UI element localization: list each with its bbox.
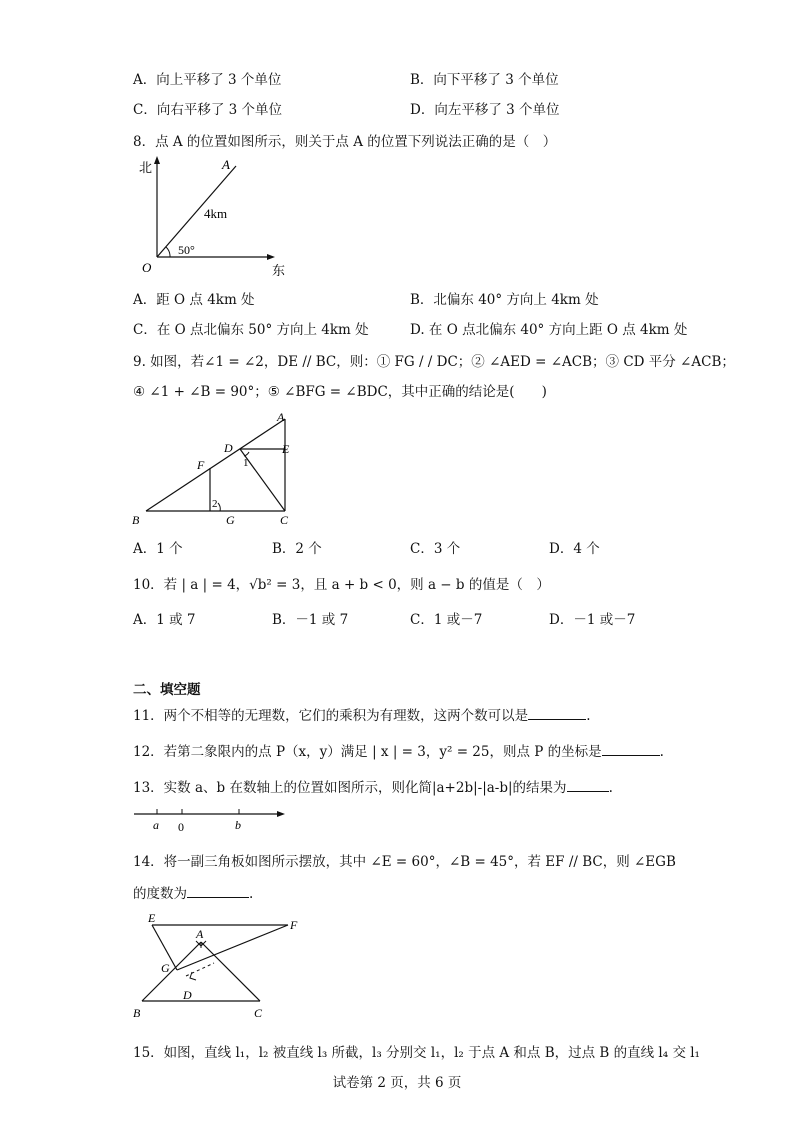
q11-end: . <box>586 708 591 724</box>
axis-label-a: a <box>153 818 159 832</box>
q13 <box>133 776 613 796</box>
q10-stem: 10．若 | a | = 4，√b² = 3，且 a + b < 0，则 a − b 的值是（ ） <box>133 577 550 593</box>
q14-line2 <box>133 882 253 902</box>
q8-option-a: A．距 O 点 4km 处 <box>133 292 255 308</box>
q15-stem-line1: 15．如图，直线 l₁，l₂ 被直线 l₃ 所截，l₃ 分别交 l₁，l₂ 于点 A 和点 B，过点 B 的直线 l₄ 交 l₁ <box>133 1045 700 1061</box>
point-a-label: A <box>222 157 230 172</box>
q7-option-c: C．向右平移了 3 个单位 <box>133 102 283 118</box>
distance-label: 4km <box>204 206 228 221</box>
label-a: A <box>196 927 204 941</box>
q9-option-b: B．2 个 <box>272 541 322 557</box>
section-2-heading: 二、填空题 <box>133 682 201 698</box>
q8-compass-figure <box>130 152 300 280</box>
origin-label: O <box>142 260 152 275</box>
q14-line2-text: 的度数为 <box>133 886 187 902</box>
q9-stem-line2: ④ ∠1 + ∠B = 90°；⑤ ∠BFG = ∠BDC，其中正确的结论是( ) <box>133 384 547 400</box>
q9-option-c: C．3 个 <box>410 541 461 557</box>
q8-stem: 8．点 A 的位置如图所示，则关于点 A 的位置下列说法正确的是（ ） <box>133 134 557 150</box>
q12-answer-blank[interactable] <box>602 741 660 756</box>
q8-option-c: C．在 O 点北偏东 50° 方向上 4km 处 <box>133 322 369 338</box>
axis-label-zero: 0 <box>178 820 184 834</box>
q11-answer-blank[interactable] <box>528 705 586 720</box>
label-b: B <box>133 1006 141 1020</box>
q13-number-line <box>130 804 290 836</box>
label-angle-2: 2 <box>212 498 218 510</box>
label-f: F <box>290 918 298 932</box>
q11 <box>133 704 590 724</box>
q12-text: 12．若第二象限内的点 P（x，y）满足 | x | = 3，y² = 25，则点 P 的坐标是 <box>133 744 602 760</box>
q8-option-d: D. 在 O 点北偏东 40° 方向上距 O 点 4km 处 <box>410 322 688 338</box>
q7-option-a: A．向上平移了 3 个单位 <box>133 72 282 88</box>
q14-end: . <box>249 886 254 902</box>
q7-option-d: D．向左平移了 3 个单位 <box>410 102 560 118</box>
label-d: D <box>224 441 233 455</box>
east-arrow <box>267 254 275 260</box>
label-e: E <box>282 442 290 456</box>
angle-arc <box>166 247 170 257</box>
label-f: F <box>197 458 205 472</box>
q9-triangle-figure <box>130 408 300 530</box>
q9-stem-line1: 9. 如图，若∠1 = ∠2，DE // BC，则：① FG / / DC；② ∠AED = ∠ACB；③ CD 平分 ∠ACB； <box>133 354 735 370</box>
q10-option-a: A．1 或 7 <box>133 612 196 628</box>
q9-option-d: D．4 个 <box>549 541 600 557</box>
label-c: C <box>254 1006 263 1020</box>
label-e: E <box>148 911 156 925</box>
q14-answer-blank[interactable] <box>187 883 249 898</box>
north-arrow <box>154 156 160 164</box>
q7-option-b: B．向下平移了 3 个单位 <box>410 72 559 88</box>
label-a: A <box>277 410 285 424</box>
q12-end: . <box>659 744 664 760</box>
east-label: 东 <box>272 263 286 278</box>
label-d: D <box>183 988 192 1002</box>
label-g: G <box>226 513 235 527</box>
angle-label: 50° <box>178 243 195 257</box>
q11-text: 11．两个不相等的无理数，它们的乘积为有理数，这两个数可以是 <box>133 708 529 724</box>
q13-end: . <box>608 780 613 796</box>
q14-triangle-boards-figure <box>130 908 310 1024</box>
q10-option-b: B．－1 或 7 <box>272 612 349 628</box>
page-footer: 试卷第 2 页，共 6 页 <box>332 1075 462 1091</box>
label-c: C <box>280 513 289 527</box>
q12 <box>133 740 664 760</box>
q9-option-a: A．1 个 <box>133 541 183 557</box>
q8-option-b: B．北偏东 40° 方向上 4km 处 <box>410 292 599 308</box>
q13-answer-blank[interactable] <box>567 777 609 792</box>
q13-text: 13．实数 a、b 在数轴上的位置如图所示，则化简|a+2b|-|a-b|的结果为 <box>133 780 567 796</box>
q10-option-c: C．1 或－7 <box>410 612 483 628</box>
q14-stem-line1: 14．将一副三角板如图所示摆放，其中 ∠E = 60°，∠B = 45°，若 EF // BC，则 ∠EGB <box>133 854 676 870</box>
label-angle-1: 1 <box>243 457 249 469</box>
label-g: G <box>161 961 170 975</box>
label-b: B <box>132 513 140 527</box>
q10-option-d: D．－1 或－7 <box>549 612 636 628</box>
north-label: 北 <box>139 160 153 175</box>
axis-label-b: b <box>235 818 241 832</box>
